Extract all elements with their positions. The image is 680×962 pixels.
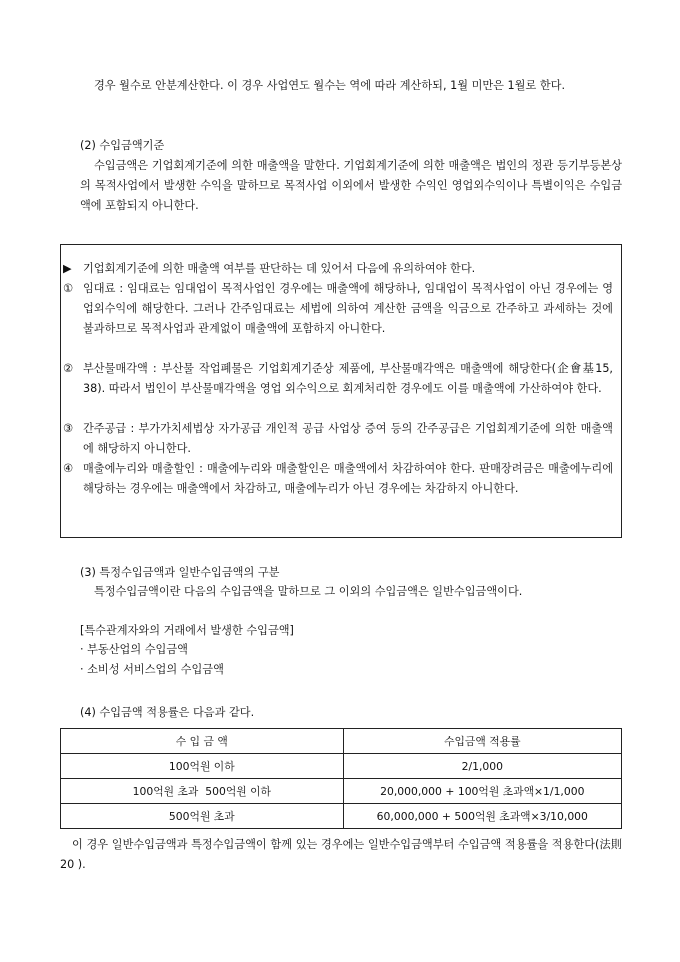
table-cell: 500억원 초과 (61, 804, 344, 829)
note-item-text: 매출에누리와 매출할인 : 매출에누리와 매출할인은 매출액에서 차감하여야 한다. 판매장려금은 매출에누리에 해당하는 경우에는 매출액에서 차감하고, 매출에누리가 아닌 경우에는 차감하지 아니한다. (83, 462, 613, 495)
table-header-cell: 수 입 금 액 (61, 729, 344, 754)
revenue-rate-table (60, 728, 622, 829)
note-title (63, 259, 613, 279)
note-title-text: 기업회계기준에 의한 매출액 여부를 판단하는 데 있어서 다음에 유의하여야 한다. (83, 262, 476, 275)
special-revenue-list-item: · 소비성 서비스업의 수입금액 (80, 663, 224, 676)
section-3-heading: (3) 특정수입금액과 일반수입금액의 구분 (80, 566, 280, 579)
special-revenue-list-item: · 부동산업의 수입금액 (80, 643, 188, 656)
section-4-footnote: 이 경우 일반수입금액과 특정수입금액이 함께 있는 경우에는 일반수입금액부터 수입금액 적용률을 적용한다(法則 20 ). (60, 838, 622, 871)
table-cell: 2/1,000 (343, 754, 621, 779)
table-row (61, 804, 622, 829)
note-item-byproduct (63, 359, 613, 399)
note-item-marker: ① (63, 282, 74, 295)
note-item-text: 부산물매각액 : 부산물 작업폐물은 기업회계기준상 제품에, 부산물매각액은 매출액에 해당한다(企會基15, 38). 따라서 법인이 부산물매각액을 영업 외수익으로 회계처리한 경우에도 이를 매출액에 가산하여야 한다. (83, 362, 613, 395)
note-box (60, 244, 622, 538)
note-item-marker: ② (63, 362, 74, 375)
table-header-cell: 수입금액 적용률 (343, 729, 621, 754)
table-cell: 20,000,000 + 100억원 초과액×1/1,000 (343, 779, 621, 804)
table-row (61, 754, 622, 779)
special-revenue-list-title: [특수관계자와의 거래에서 발생한 수입금액] (80, 624, 294, 637)
table-header-row (61, 729, 622, 754)
note-item-sales-discount (63, 459, 613, 499)
section-4-heading: (4) 수입금액 적용률은 다음과 같다. (80, 706, 255, 719)
table-cell: 60,000,000 + 500억원 초과액×3/10,000 (343, 804, 621, 829)
note-item-marker: ③ (63, 422, 74, 435)
section-2-heading: (2) 수입금액기준 (80, 139, 165, 152)
section-2-body: 수입금액은 기업회계기준에 의한 매출액을 말한다. 기업회계기준에 의한 매출액은 법인의 정관 등기부등본상의 목적사업에서 발생한 수익을 말하므로 목적사업 이외에서 발생한 수익인 영업외수익이나 특별이익은 수입금액에 포함되지 아니한다. (80, 159, 622, 212)
note-item-text: 임대료 : 임대료는 임대업이 목적사업인 경우에는 매출액에 해당하나, 임대업이 목적사업이 아닌 경우에는 영업외수익에 해당한다. 그러나 간주임대료는 세법에 의하여 계산한 금액을 익금으로 간주하고 과세하는 것에 불과하므로 목적사업과 관계없이 매출액에 포함하지 아니한다. (83, 282, 613, 335)
table-row (61, 779, 622, 804)
table-cell: 100억원 이하 (61, 754, 344, 779)
table-cell: 100억원 초과 500억원 이하 (61, 779, 344, 804)
intro-paragraph: 경우 월수로 안분계산한다. 이 경우 사업연도 월수는 역에 따라 계산하되, 1월 미만은 1월로 한다. (94, 79, 566, 92)
note-item-rent (63, 279, 613, 339)
triangle-right-icon: ▶ (63, 262, 72, 275)
note-item-marker: ④ (63, 462, 74, 475)
note-item-deemed-supply (63, 419, 613, 459)
note-item-text: 간주공급 : 부가가치세법상 자가공급 개인적 공급 사업상 증여 등의 간주공급은 기업회계기준에 의한 매출액에 해당하지 아니한다. (83, 422, 613, 455)
section-3-body: 특정수입금액이란 다음의 수입금액을 말하므로 그 이외의 수입금액은 일반수입금액이다. (94, 585, 523, 598)
